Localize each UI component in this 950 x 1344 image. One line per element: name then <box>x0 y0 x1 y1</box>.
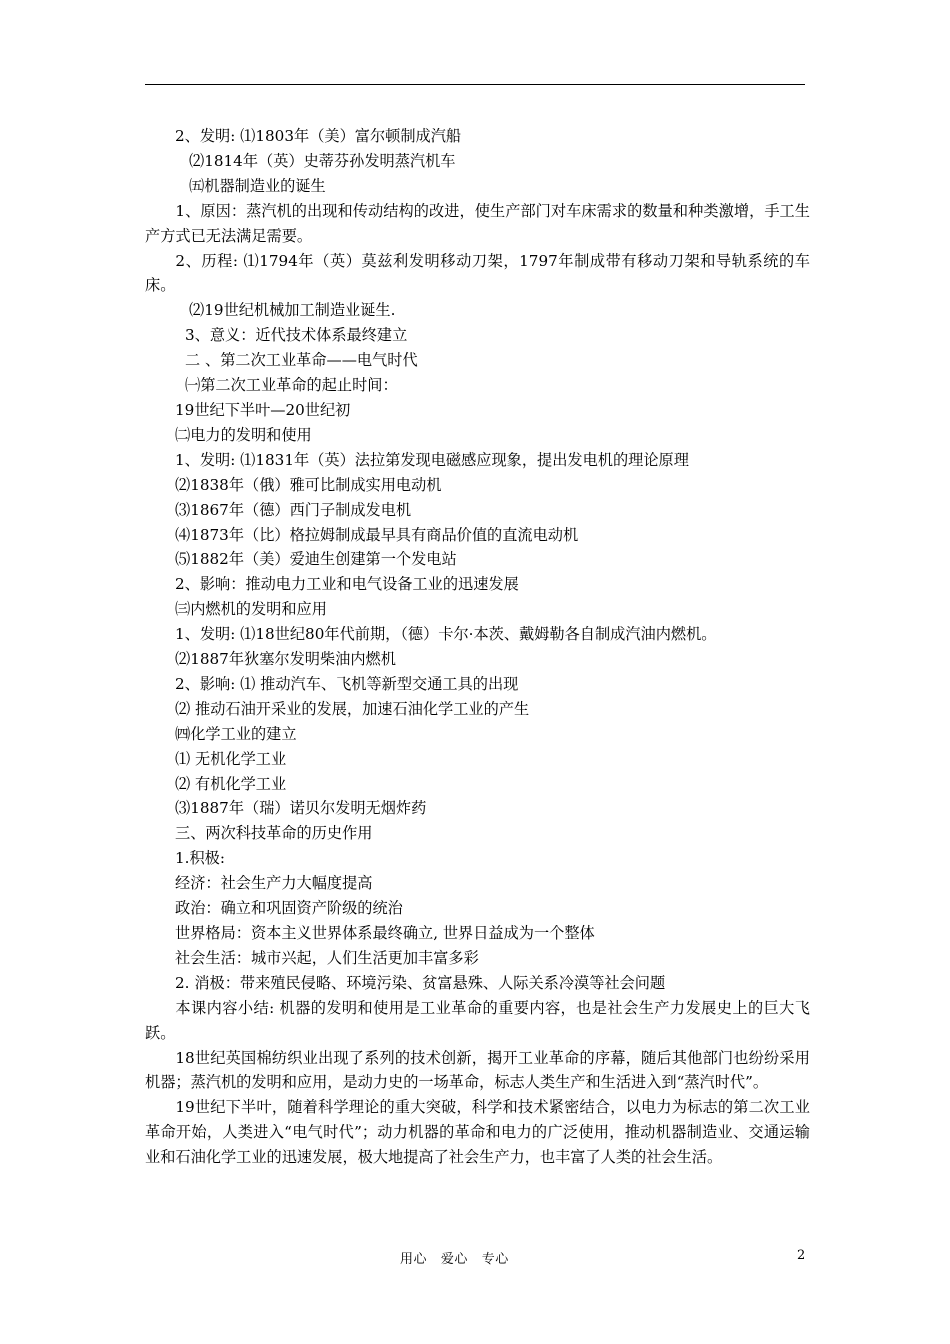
paragraph: 2、历程: ⑴1794年（英）莫兹利发明移动刀架，1797年制成带有移动刀架和导轨系统的车床。 <box>145 251 810 295</box>
text-line: ⑷1873年（比）格拉姆制成最早具有商品价值的直流电动机 <box>175 525 579 544</box>
text-line: ⑵ 推动石油开采业的发展，加速石油化学工业的产生 <box>175 699 530 718</box>
text-line: 社会生活：城市兴起，人们生活更加丰富多彩 <box>175 948 479 967</box>
text-line: 2、影响: ⑴ 推动汽车、飞机等新型交通工具的出现 <box>175 674 519 693</box>
section-heading: ㈢内燃机的发明和应用 <box>175 600 327 619</box>
page-body <box>145 124 810 1170</box>
text-line: 3、意义：近代技术体系最终建立 <box>185 326 408 345</box>
text-line: 2. 消极：带来殖民侵略、环境污染、贫富悬殊、人际关系冷漠等社会问题 <box>175 973 666 992</box>
text-line: ⑵1838年（俄）雅可比制成实用电动机 <box>175 475 442 494</box>
text-line: 世界格局：资本主义世界体系最终确立, 世界日益成为一个整体 <box>175 924 595 942</box>
text-line: 经济：社会生产力大幅度提高 <box>175 874 373 893</box>
summary-paragraph: 本课内容小结: 机器的发明和使用是工业革命的重要内容，也是社会生产力发展史上的巨大飞跃。 <box>145 998 810 1042</box>
text-line: ⑶1867年（德）西门子制成发电机 <box>175 500 412 519</box>
text-line: ⑵ 有机化学工业 <box>175 774 287 793</box>
text-line: ⑶1887年（瑞）诺贝尔发明无烟炸药 <box>175 799 427 818</box>
text-line: 1、发明: ⑴1831年（英）法拉第发现电磁感应现象，提出发电机的理论原理 <box>175 450 689 469</box>
page-number: 2 <box>797 1248 806 1263</box>
text-line: 2、发明: ⑴1803年（美）富尔顿制成汽船 <box>175 127 462 145</box>
paragraph: 1、原因：蒸汽机的出现和传动结构的改进，使生产部门对车床需求的数量和种类激增，手工生产方式已无法满足需要。 <box>145 201 810 245</box>
text-line: 2、影响：推动电力工业和电气设备工业的迅速发展 <box>175 575 519 594</box>
header-rule <box>145 84 805 85</box>
text-line: ⑴ 无机化学工业 <box>175 749 287 768</box>
text-line: 政治：确立和巩固资产阶级的统治 <box>175 899 403 918</box>
summary-paragraph: 18世纪英国棉纺织业出现了系列的技术创新，揭开工业革命的序幕，随后其他部门也纷纷采用机器；蒸汽机的发明和应用，是动力史的一场革命，标志人类生产和生活进入到“蒸汽时代”。 <box>145 1048 810 1092</box>
text-line: ⑵19世纪机械加工制造业诞生. <box>189 301 396 320</box>
text-line: 1.积极: <box>175 849 225 868</box>
footer-motto: 用心 爱心 专心 <box>400 1252 509 1267</box>
section-heading: ㈠第二次工业革命的起止时间： <box>185 376 398 395</box>
section-heading: ㈣化学工业的建立 <box>175 724 297 743</box>
section-heading: ㈤机器制造业的诞生 <box>189 176 326 195</box>
text-line: ⑵1887年狄塞尔发明柴油内燃机 <box>175 650 396 669</box>
section-heading: 二 、第二次工业革命——电气时代 <box>185 351 418 370</box>
summary-paragraph: 19世纪下半叶，随着科学理论的重大突破，科学和技术紧密结合，以电力为标志的第二次工业革命开始，人类进入“电气时代”；动力机器的革命和电力的广泛使用，推动机器制造业、交通运输业和石油化学工业的迅速发展，极大地提高了社会生产力，也丰富了人类的社会生活。 <box>145 1098 810 1167</box>
section-heading: ㈡电力的发明和使用 <box>175 425 312 444</box>
text-line: 1、发明: ⑴18世纪80年代前期，（德）卡尔·本茨、戴姆勒各自制成汽油内燃机。 <box>175 625 717 644</box>
section-heading: 三、两次科技革命的历史作用 <box>175 824 373 843</box>
text-line: 19世纪下半叶—20世纪初 <box>175 400 351 419</box>
text-line: ⑵1814年（英）史蒂芬孙发明蒸汽机车 <box>189 151 456 170</box>
text-line: ⑸1882年（美）爱迪生创建第一个发电站 <box>175 550 457 569</box>
